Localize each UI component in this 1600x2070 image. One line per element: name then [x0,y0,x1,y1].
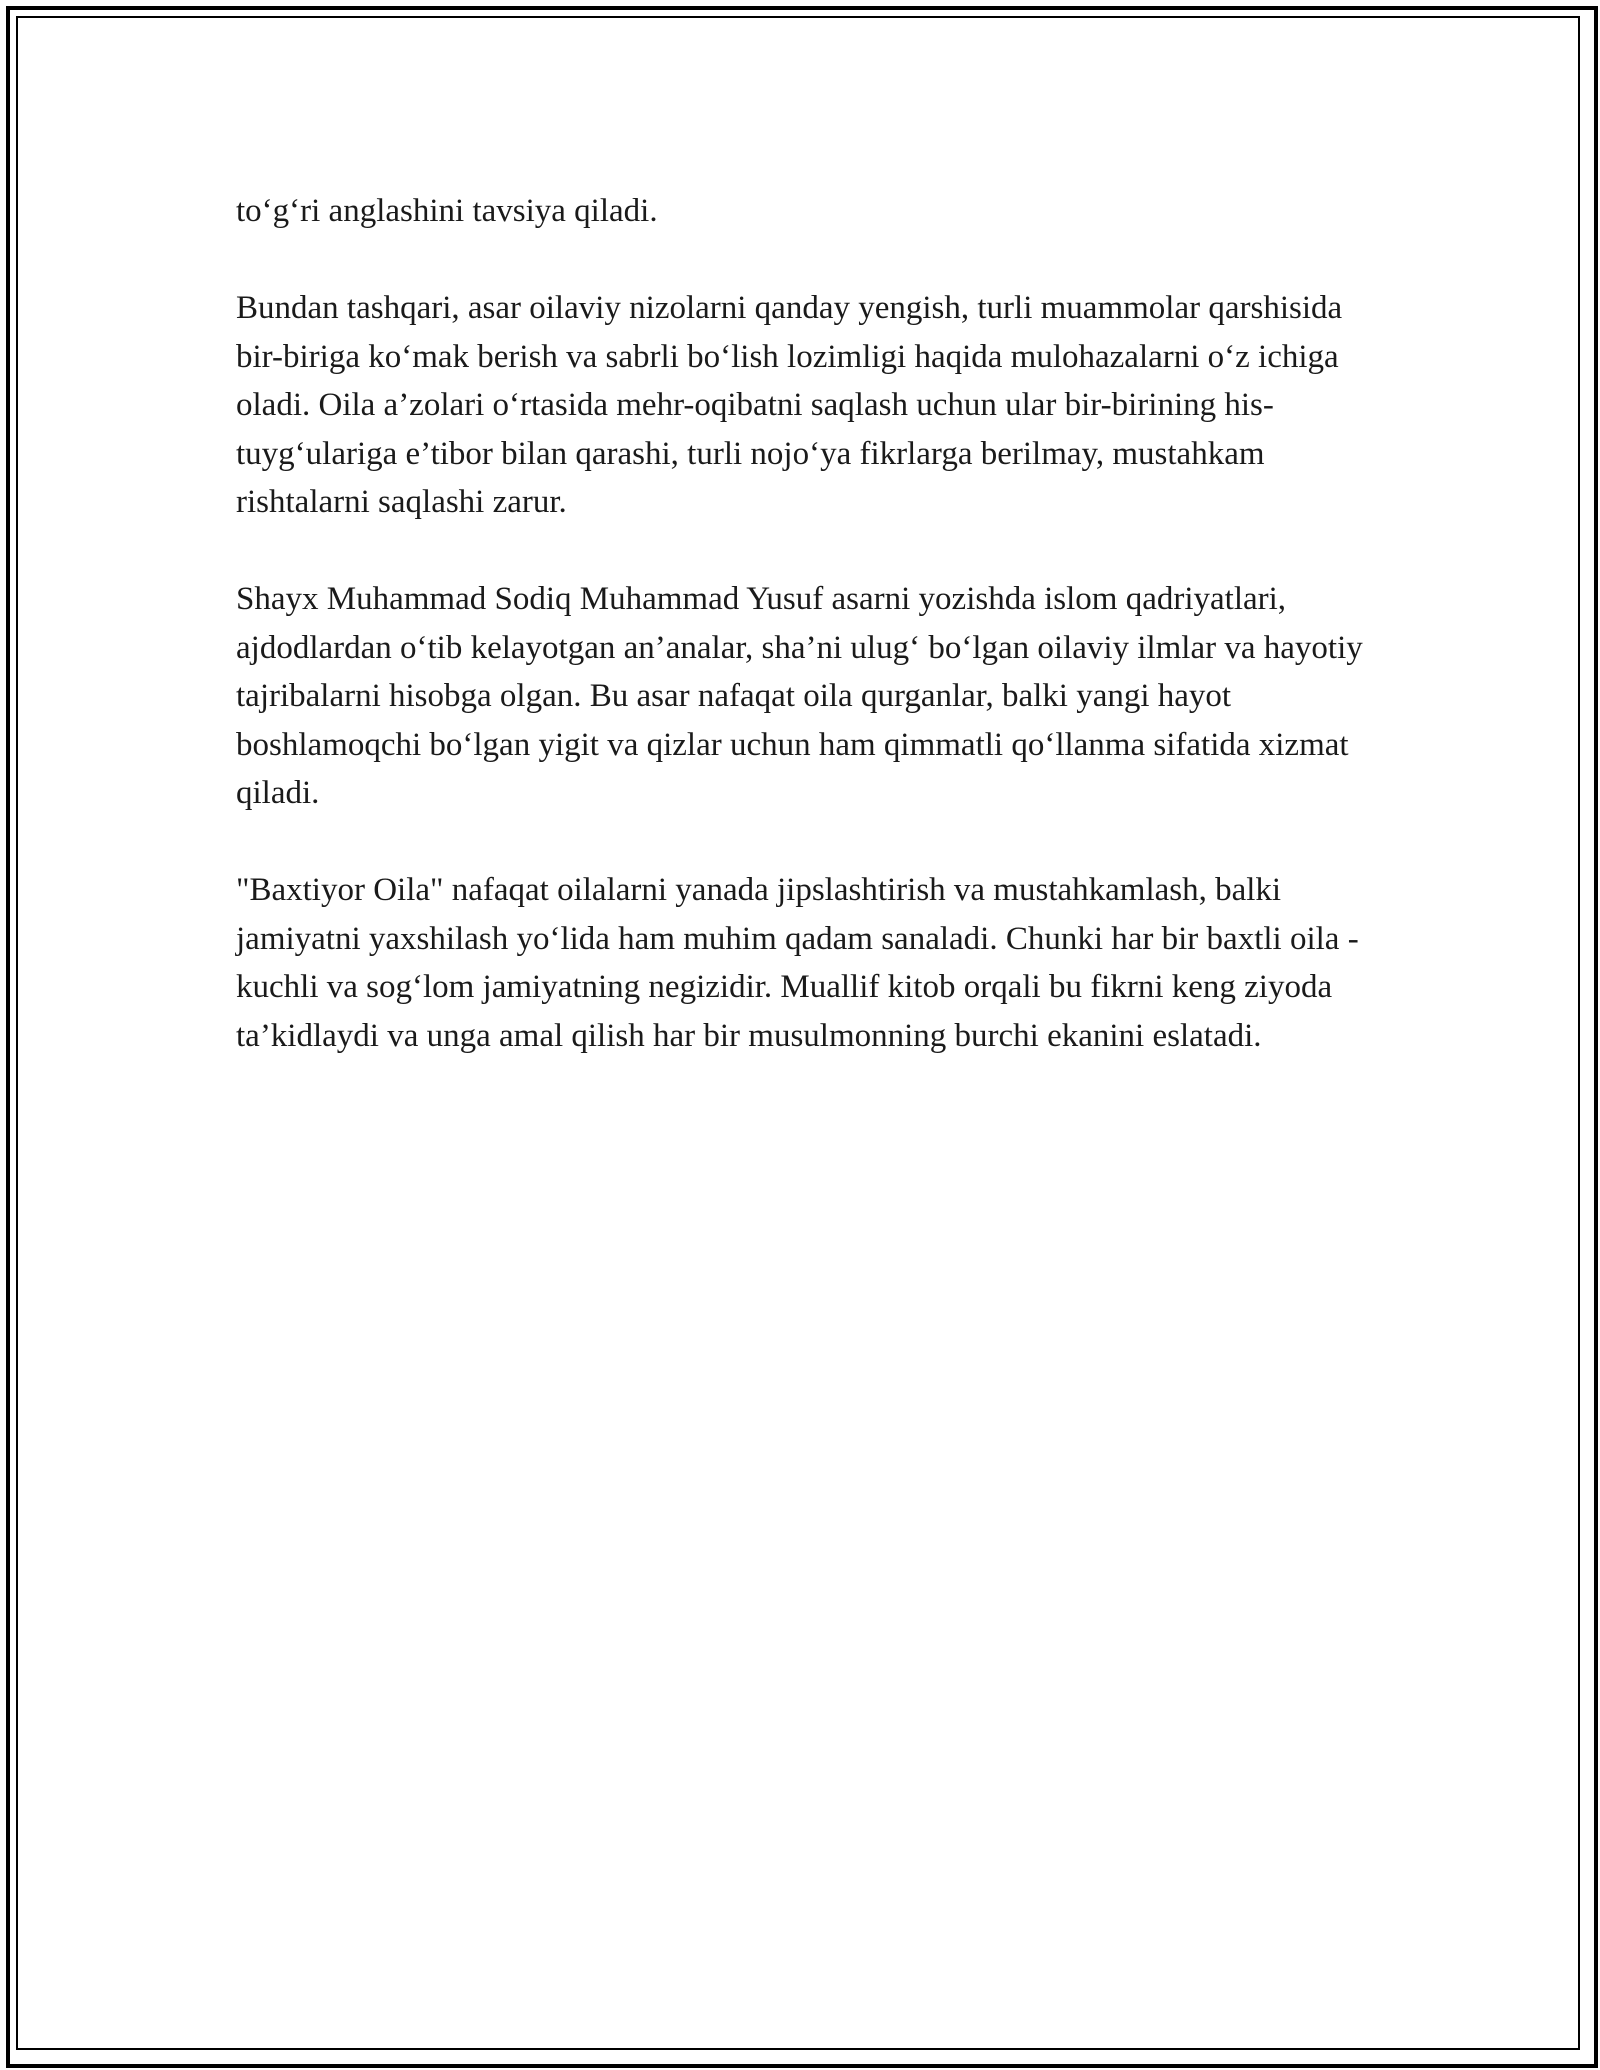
paragraph-family-conflicts: Bundan tashqari, asar oilaviy nizolarni qanday yengish, turli muammolar qarshisida bir-biriga ko‘mak berish va sabrli bo‘lish lozimligi haqida mulohazalarni o‘z ichiga oladi. Oila a’zolari o‘rtasida mehr-oqibatni saqlash uchun ular bir-birining his-tuyg‘ulariga e’tibor bilan qarashi, turli nojo‘ya fikrlarga berilmay, mustahkam rishtalarni saqlashi zarur. [236,290,1343,520]
document-body [236,187,1376,1060]
paragraph-continuation: to‘g‘ri anglashini tavsiya qiladi. [236,193,658,229]
paragraph-author-values: Shayx Muhammad Sodiq Muhammad Yusuf asarni yozishda islom qadriyatlari, ajdodlardan o‘tib kelayotgan an’analar, sha’ni ulug‘ bo‘lgan oilaviy ilmlar va hayotiy tajribalarni hisobga olgan. Bu asar nafaqat oila qurganlar, balki yangi hayot boshlamoqchi bo‘lgan yigit va qizlar uchun ham qimmatli qo‘llanma sifatida xizmat qiladi. [236,581,1363,811]
paragraph-conclusion: "Baxtiyor Oila" nafaqat oilalarni yanada jipslashtirish va mustahkamlash, balki jamiyatni yaxshilash yo‘lida ham muhim qadam sanaladi. Chunki har bir baxtli oila - kuchli va sog‘lom jamiyatning negizidir. Muallif kitob orqali bu fikrni keng ziyoda ta’kidlaydi va unga amal qilish har bir musulmonning burchi ekanini eslatadi. [236,872,1359,1054]
